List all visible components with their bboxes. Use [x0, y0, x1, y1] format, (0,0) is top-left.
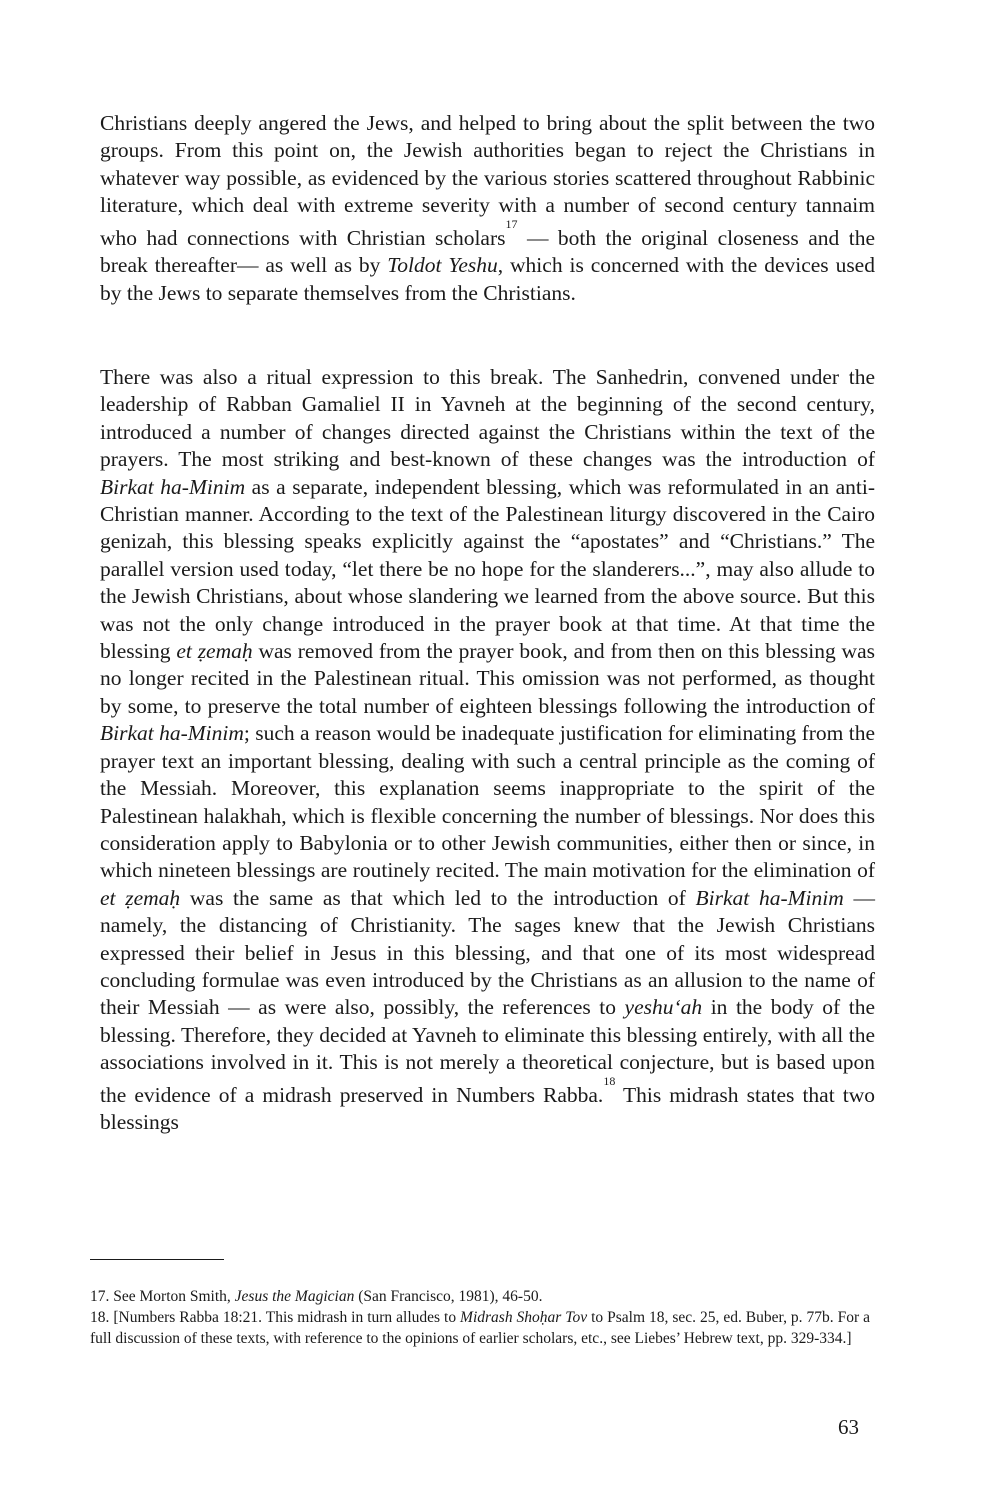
paragraph-1-text: , which is concerned with the devices used by the Jews to separate themselves from the Christians.	[100, 253, 875, 305]
italic-term: yeshu‘ah	[624, 995, 703, 1020]
italic-title: Midrash Shoḥar Tov	[460, 1309, 588, 1326]
italic-term: Birkat ha-Minim	[100, 721, 244, 746]
paragraph-2-text: in the body of the blessing. Therefore, they decided at Yavneh to eliminate this blessing entirely, with all the associations involved in it. This is not merely a theoretical conjecture, but is based upon the evidence of a midrash preserved in Numbers Rabba.	[100, 995, 875, 1107]
paragraph-1	[100, 110, 875, 307]
footnote-text: (San Francisco, 1981), 46-50.	[354, 1288, 543, 1305]
footnote-ref-18[interactable]: 18	[603, 1073, 616, 1088]
footnotes-section	[90, 1286, 870, 1349]
italic-term: et ẓemaḥ	[176, 639, 253, 664]
footnote-18	[90, 1307, 870, 1349]
paragraph-2	[100, 364, 875, 1137]
italic-term: et ẓemaḥ	[100, 885, 181, 910]
page-number: 63	[838, 1415, 859, 1439]
italic-term: Birkat ha-Minim	[695, 885, 844, 910]
paragraph-2-text: There was also a ritual expression to this break. The Sanhedrin, convened under the leadership of Rabban Gamaliel II in Yavneh at the beginning of the second century, introduced a number of changes directed against the Christians within the text of the prayers. The most striking and best-known of these changes was the introduction of	[100, 365, 875, 472]
footnote-17	[90, 1286, 870, 1307]
italic-title: Toldot Yeshu	[387, 253, 498, 278]
italic-title: Jesus the Magician	[234, 1288, 355, 1305]
footnote-text: 17. See Morton Smith,	[90, 1288, 235, 1305]
paragraph-1-text: — both the original closeness and the break thereafter— as well as by	[100, 225, 875, 278]
paragraph-2-text: was the same as that which led to the introduction of	[180, 885, 696, 910]
footnote-ref-17[interactable]: 17	[505, 216, 518, 231]
italic-term: Birkat ha-Minim	[100, 474, 246, 499]
paragraph-2-text: was removed from the prayer book, and from then on this blessing was no longer recited in the Palestinean ritual. This omission was not performed, as thought by some, to preserve the total number of eighteen blessings following the introduction of	[100, 639, 875, 718]
paragraph-2-text: as a separate, independent blessing, which was reformulated in an anti-Christian manner. According to the text of the Palestinean liturgy discovered in the Cairo genizah, this blessing speaks explicitly against the “apostates” and “Christians.” The parallel version used today, “let there be no hope for the slanderers...”, may also allude to the Jewish Christians, about whose slandering we learned from the above source. But this was not the only change introduced in the prayer book at that time. At that time the blessing	[100, 474, 875, 664]
footnote-divider	[90, 1259, 224, 1260]
paragraph-1-text: Christians deeply angered the Jews, and helped to bring about the split between the two groups. From this point on, the Jewish authorities began to reject the Christians in whatever way possible, as evidenced by the various stories scattered throughout Rabbinic literature, which deal with extreme severity with a number of second century tannaim who had connections with Christian scholars	[100, 111, 875, 250]
paragraph-2-text: ; such a reason would be inadequate justification for eliminating from the prayer text an important blessing, dealing with such a central principle as the coming of the Messiah. Moreover, this explanation seems inappropriate to the spirit of the Palestinean halakhah, which is flexible concerning the number of blessings. Nor does this consideration apply to Babylonia or to other Jewish communities, either then or since, in which nineteen blessings are routinely recited. The main motivation for the elimination of	[100, 721, 876, 883]
paragraph-2-text: This midrash states that two blessings	[100, 1082, 875, 1135]
footnote-text: to Psalm 18, sec. 25, ed. Buber, p. 77b. For a full discussion of these texts, with reference to the opinions of earlier scholars, etc., see Liebes’ Hebrew text, pp. 329-334.]	[90, 1309, 870, 1347]
paragraph-2-text: — namely, the distancing of Christianity. The sages knew that the Jewish Christians expressed their belief in Jesus in this blessing, and that one of its most widespread concluding formulae was even introduced by the Christians as an allusion to the name of their Messiah — as were also, possibly, the references to	[100, 885, 875, 1020]
footnote-text: 18. [Numbers Rabba 18:21. This midrash in turn alludes to	[90, 1309, 461, 1326]
